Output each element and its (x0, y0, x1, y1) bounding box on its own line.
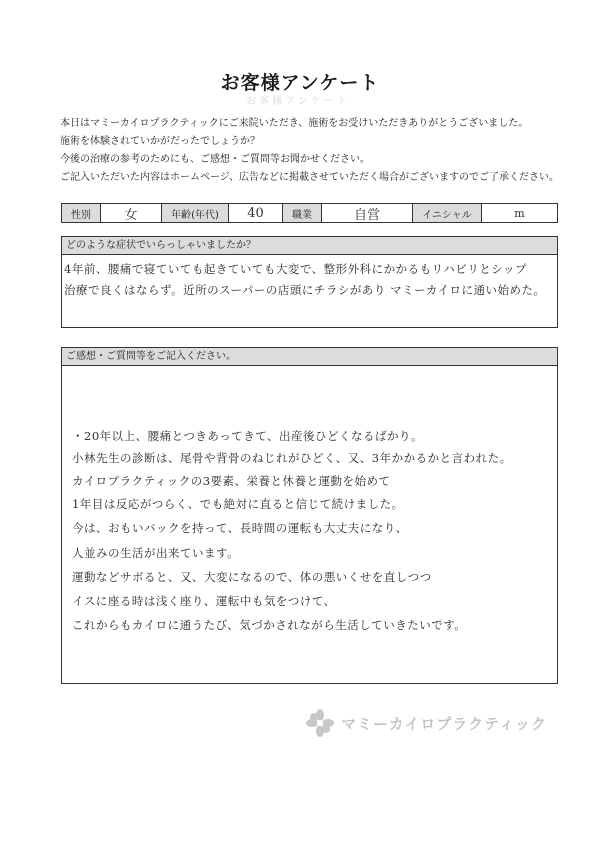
intro-line: 施術を体験されていかがだったでしょうか？ (60, 136, 260, 147)
comment-line: イスに座る時は浅く座り、運転中も気をつけて、 (72, 594, 336, 608)
comment-line: これからもカイロに通うたび、気づかされながら生活していきたいです。 (72, 618, 467, 632)
comment-line: 人並みの生活が出来ています。 (72, 546, 240, 560)
job-label: 職業 (283, 204, 322, 222)
comment-line: 1年目は反応がつらく、でも絶対に直ると信じて続けました。 (72, 497, 404, 511)
intro-line: 本日はマミーカイロプラクティックにご来院いただき、施術をお受けいただきありがとうございました。 (60, 118, 529, 129)
title-shadow: お客様アンケート (246, 96, 350, 107)
job-field[interactable]: 自営 (322, 204, 413, 222)
logo-text: マミーカイロプラクティック (341, 714, 548, 733)
comment-line: カイロプラクティックの3要素、栄養と休養と運動を始めて (72, 474, 391, 488)
symptoms-line: 4年前、腰痛で寝ていても起きていても大変で、整形外科にかかるもリハビリとシップ (64, 262, 528, 276)
intro-line: ご記入いただいた内容はホームページ、広告などに掲載させていただく場合がございますのでご了承ください。 (60, 172, 559, 183)
comment-line: 小林先生の診断は、尾骨や背骨のねじれがひどく、又、3年かかるかと言われた。 (72, 451, 512, 465)
flower-icon (305, 708, 335, 738)
page-title: お客様アンケート (220, 72, 380, 94)
initial-field[interactable]: m (514, 206, 525, 220)
comment-line: 運動などサボると、又、大変になるので、体の悪いくせを直しつつ (72, 570, 432, 584)
gender-label: 性別 (62, 204, 101, 222)
comment-line: 今は、おもいバックを持って、長時間の運転も大丈夫になり、 (72, 521, 408, 535)
intro-line: 今後の治療の参考のためにも、ご感想・ご質問等お聞かせください。 (60, 154, 370, 165)
comments-box (61, 347, 558, 684)
symptoms-line: 治療で良くはならず。近所のスーパーの店頭にチラシがあり マミーカイロに通い始めた。 (64, 283, 546, 297)
intro-text (60, 115, 560, 187)
age-label: 年齢(年代) (162, 204, 229, 222)
comment-line: ・20年以上、腰痛とつきあってきて、出産後ひどくなるばかり。 (72, 429, 424, 443)
comments-heading: ご感想・ご質問等をご記入ください。 (62, 348, 557, 366)
symptoms-box (61, 236, 558, 328)
initial-label: イニシャル (413, 204, 482, 222)
symptoms-heading: どのような症状でいらっしゃいましたか？ (62, 237, 557, 255)
info-table (61, 203, 558, 223)
age-field[interactable]: 40 (229, 204, 283, 222)
clinic-logo (305, 708, 547, 738)
gender-field[interactable]: 女 (101, 204, 162, 222)
